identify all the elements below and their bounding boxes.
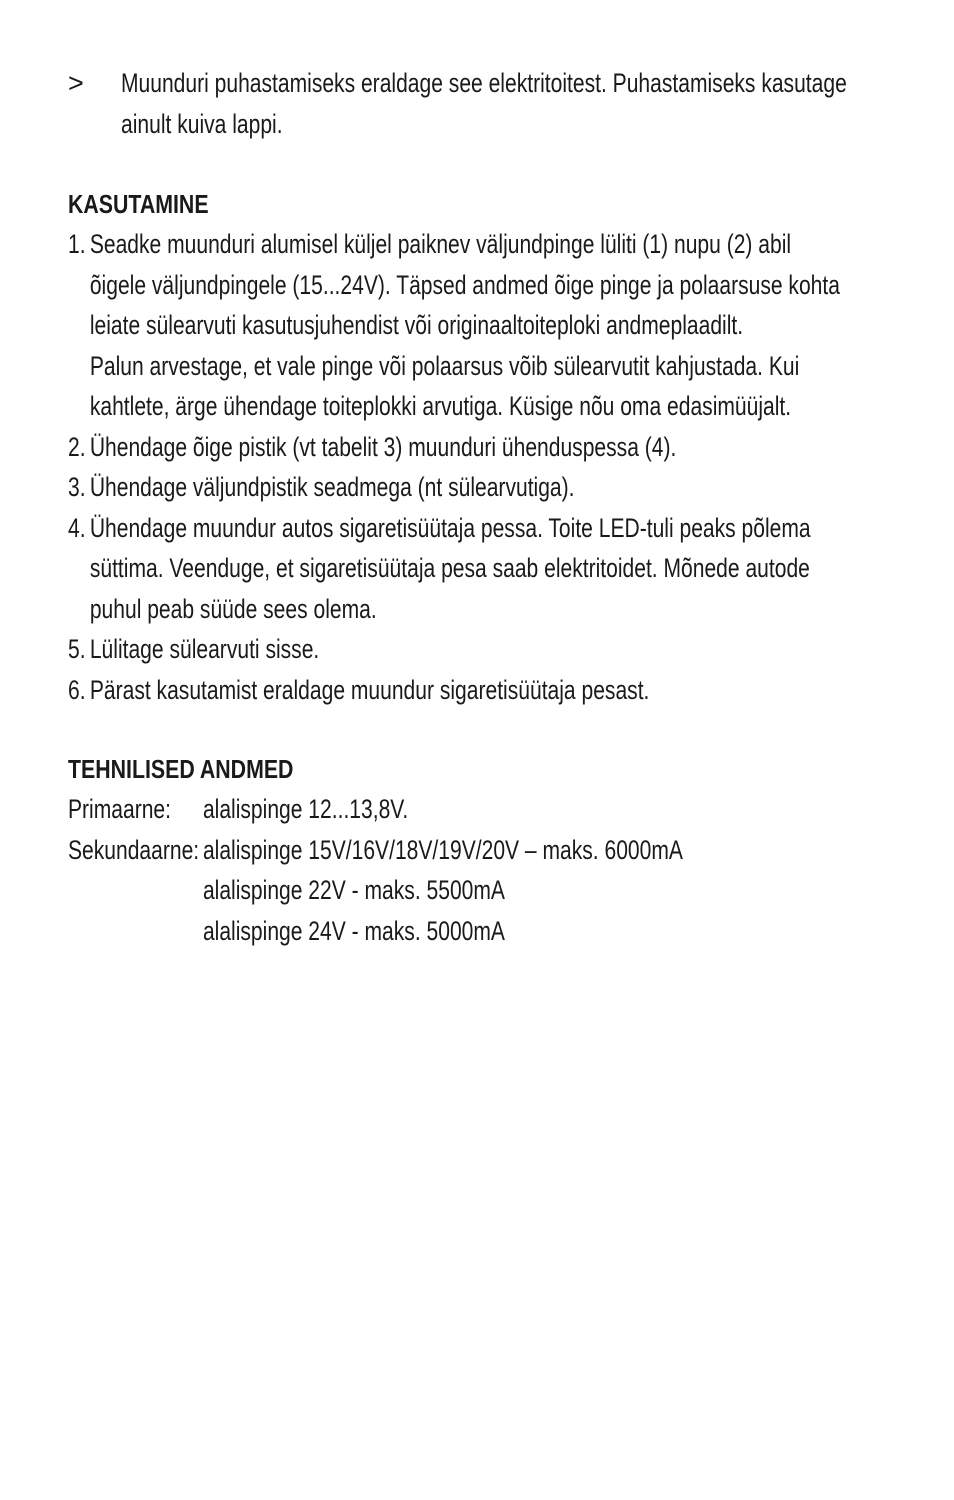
step-text <box>90 629 840 670</box>
step-number: 5. <box>68 634 86 664</box>
text-line: Ühendage muundur autos sigaretisüütaja pessa. Toite LED-tuli peaks põlema <box>89 512 811 543</box>
cleaning-note-text <box>121 63 847 144</box>
text-line: ainult kuiva lappi. <box>121 108 283 139</box>
spec-value: alalispinge 22V - maks. 5500mA <box>202 875 505 905</box>
bullet-marker: > <box>68 68 84 98</box>
step-number: 6. <box>68 674 86 705</box>
spec-value: alalispinge 24V - maks. 5000mA <box>202 915 505 946</box>
list-item <box>68 508 818 630</box>
section-heading-usage: KASUTAMINE <box>68 189 209 219</box>
list-item <box>68 224 840 427</box>
text-line: Pärast kasutamist eraldage muundur sigaretisüütaja pesast. <box>89 674 650 705</box>
text-line: Lülitage sülearvuti sisse. <box>89 634 320 664</box>
text-line: puhul peab süüde sees olema. <box>89 593 377 624</box>
spec-value: alalispinge 15V/16V/18V/19V/20V – maks. 6000mA <box>202 834 683 865</box>
step-text <box>90 427 840 468</box>
step-number: 1. <box>68 229 86 259</box>
spec-value: alalispinge 12...13,8V. <box>202 794 409 824</box>
list-item <box>68 670 818 711</box>
text-line: süttima. Veenduge, et sigaretisüütaja pesa saab elektritoidet. Mõnede autode <box>89 553 810 583</box>
text-line: Muunduri puhastamiseks eraldage see elektritoitest. Puhastamiseks kasutage <box>121 68 847 98</box>
text-line: Ühendage õige pistik (vt tabelit 3) muunduri ühenduspessa (4). <box>89 431 677 462</box>
list-item <box>68 427 818 468</box>
step-text <box>90 224 840 427</box>
step-number: 2. <box>68 431 86 462</box>
usage-steps-list <box>68 224 840 710</box>
list-item <box>68 629 818 670</box>
step-text <box>90 508 840 630</box>
step-text <box>90 467 840 508</box>
text-line: leiate sülearvuti kasutusjuhendist või originaaltoiteploki andmeplaadilt. <box>89 310 744 340</box>
step-text <box>90 670 840 711</box>
spec-label: Primaarne: <box>68 794 171 824</box>
step-number: 3. <box>68 472 86 502</box>
text-line: õigele väljundpingele (15...24V). Täpsed andmed õige pinge ja polaarsuse kohta <box>89 269 840 300</box>
text-line: Palun arvestage, et vale pinge või polaarsus võib sülearvutit kahjustada. Kui <box>89 350 800 381</box>
text-line: Ühendage väljundpistik seadmega (nt sülearvutiga). <box>89 472 575 502</box>
spec-label: Sekundaarne: <box>68 834 200 865</box>
section-heading-technical-data: TEHNILISED ANDMED <box>68 754 294 784</box>
text-line: Seadke muunduri alumisel küljel paiknev väljundpinge lüliti (1) nupu (2) abil <box>89 229 792 259</box>
step-number: 4. <box>68 512 86 543</box>
list-item <box>68 467 818 508</box>
text-line: kahtlete, ärge ühendage toiteplokki arvutiga. Küsige nõu oma edasimüüjalt. <box>89 391 792 421</box>
